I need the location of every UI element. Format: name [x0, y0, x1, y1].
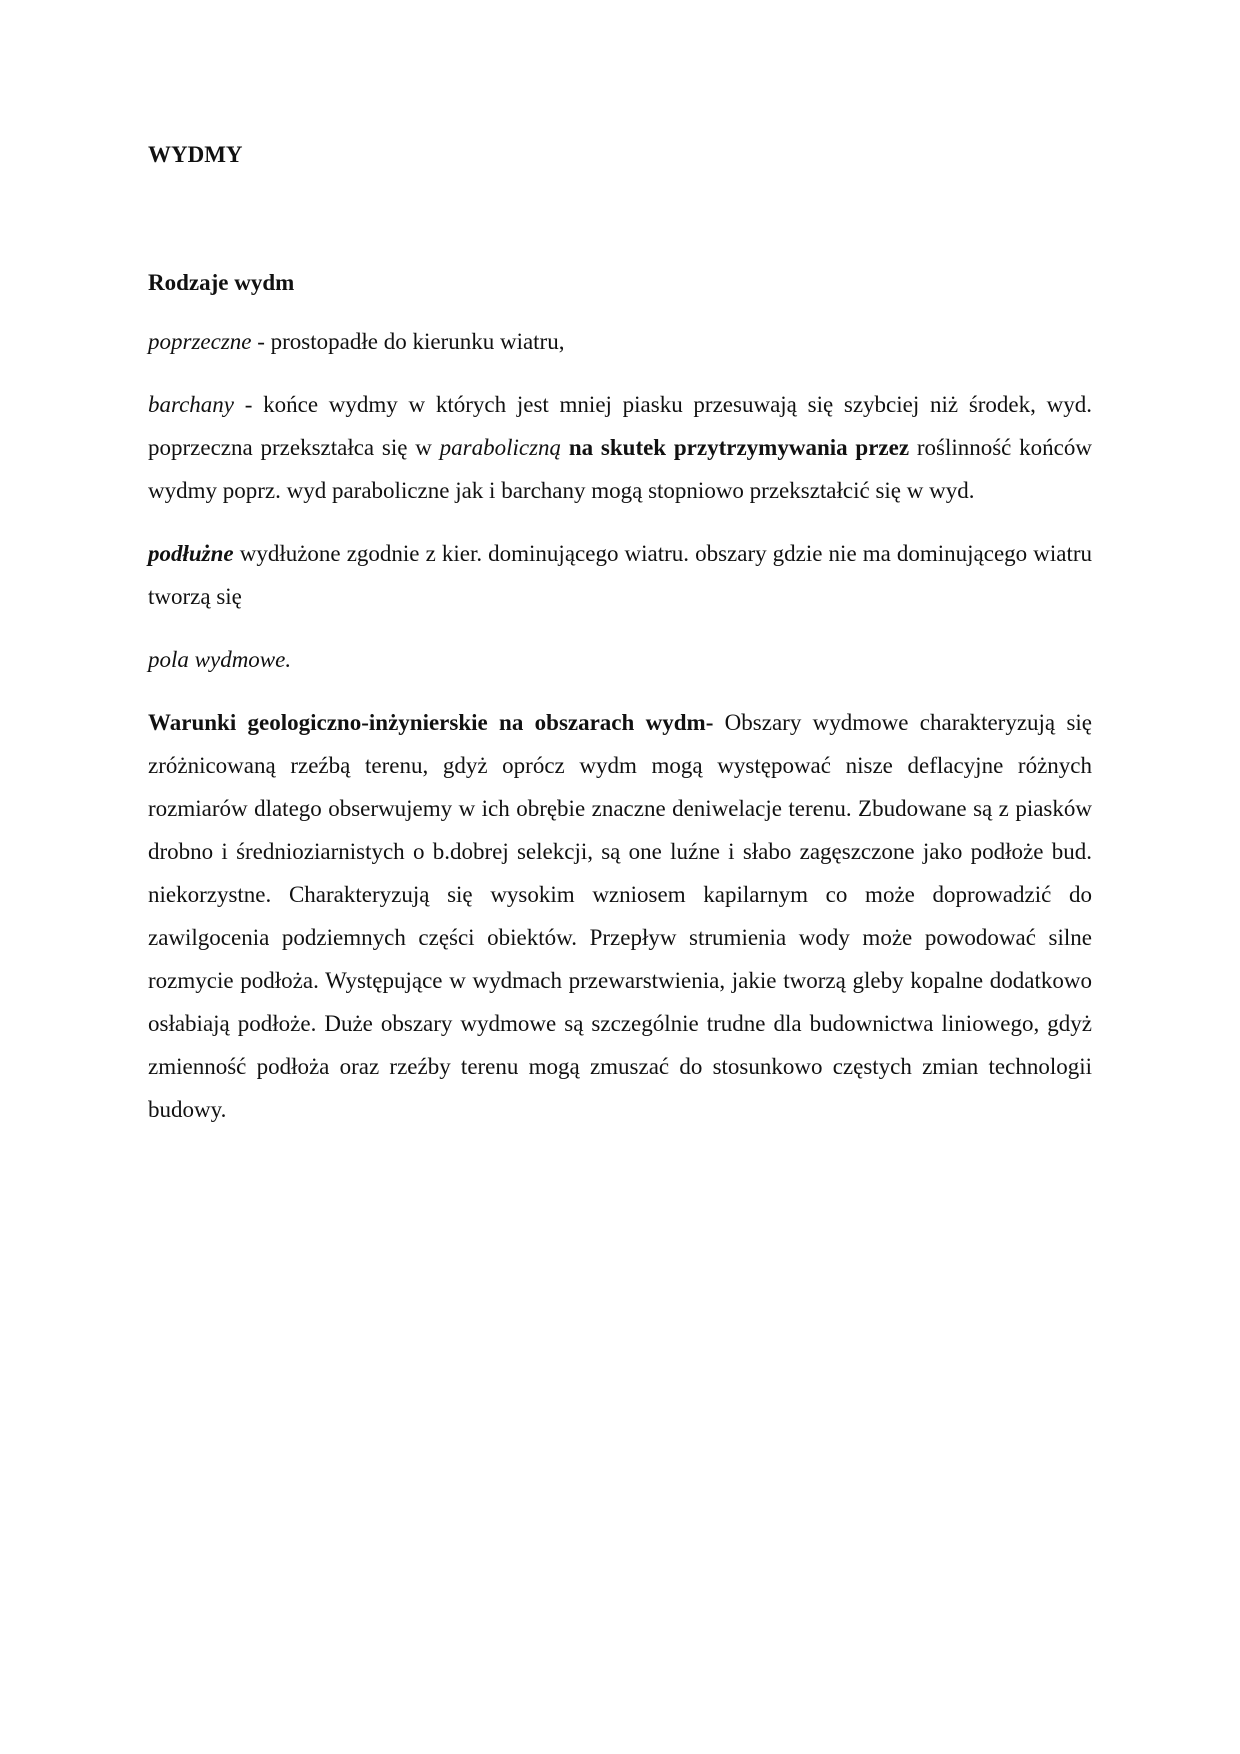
- paragraph-text: roślinność końców wydmy poprz. wyd paraboliczne jak i barchany mogą stopniowo przekształcić się w wyd.: [148, 435, 1092, 503]
- paragraph-barchany: [148, 383, 1092, 512]
- paragraph-text: - końce wydmy w których jest mniej piasku przesuwają się szybciej niż środek, wyd. poprzeczna przekształca się w: [148, 392, 1092, 460]
- term-barchany: barchany: [148, 392, 235, 417]
- paragraph-text: Obszary wydmowe charakteryzują się zróżnicowaną rzeźbą terenu, gdyż oprócz wydm mogą występować nisze deflacyjne różnych rozmiarów dlatego obserwujemy w ich obrębie znaczne deniwelacje terenu. Zbudowane są z piasków drobno i średnioziarnistych o b.dobrej selekcji, są one luźne i słabo zagęszczone jako podłoże bud. niekorzystne. Charakteryzują się wysokim wzniosem kapilarnym co może doprowadzić do zawilgocenia podziemnych części obiektów. Przepływ strumienia wody może powodować silne rozmycie podłoża. Występujące w wydmach przewarstwienia, jakie tworzą gleby kopalne dodatkowo osłabiają podłoże. Duże obszary wydmowe są szczególnie trudne dla budownictwa liniowego, gdyż zmienność podłoża oraz rzeźby terenu mogą zmuszać do stosunkowo częstych zmian technologii budowy.: [148, 710, 1093, 1122]
- term-podluzne: podłużne: [148, 541, 234, 566]
- section-heading: Rodzaje wydm: [148, 270, 295, 295]
- warunki-heading: Warunki geologiczno-inżynierskie na obszarach wydm-: [148, 710, 714, 735]
- paragraph-text-bold: na skutek przytrzymywania przez: [561, 435, 910, 460]
- term-paraboliczna: paraboliczną: [439, 435, 562, 460]
- paragraph-poprzeczne: [148, 320, 1092, 363]
- paragraph-text: wydłużone zgodnie z kier. dominującego wiatru. obszary gdzie nie ma dominującego wiatru tworzą się: [148, 541, 1092, 609]
- paragraph-text: - prostopadłe do kierunku wiatru,: [251, 329, 565, 354]
- document-body: [148, 140, 1092, 1131]
- term-poprzeczne: poprzeczne: [148, 329, 252, 354]
- term-pola-wydmowe: pola wydmowe.: [148, 647, 292, 672]
- paragraph-pola-wydmowe: [148, 638, 1092, 681]
- paragraph-podluzne: [148, 532, 1092, 618]
- document-title: WYDMY: [148, 142, 243, 167]
- paragraph-warunki: [148, 701, 1092, 1131]
